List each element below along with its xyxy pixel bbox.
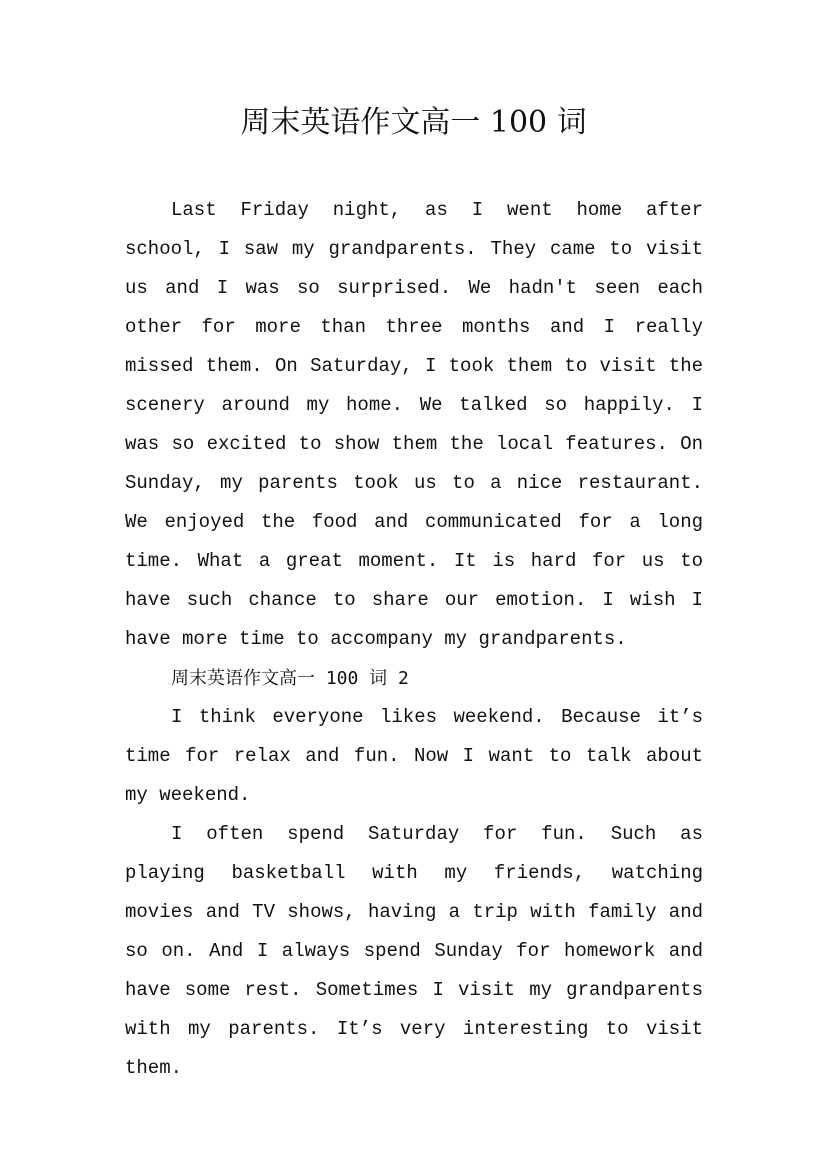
document-body	[125, 191, 703, 1088]
paragraph-2: I think everyone likes weekend. Because it’s time for relax and fun. Now I want to talk about my weekend.	[125, 706, 703, 806]
paragraph-1: Last Friday night, as I went home after school, I saw my grandparents. They came to visit us and I was so surprised. We hadn't seen each other for more than three months and I really missed them. On Saturday, I took them to visit the scenery around my home. We talked so happily. I was so excited to show them the local features. On Sunday, my parents took us to a nice restaurant. We enjoyed the food and communicated for a long time. What a great moment. It is hard for us to have such chance to share our emotion. I wish I have more time to accompany my grandparents.	[125, 199, 703, 650]
page-title: 周末英语作文高一 100 词	[240, 105, 587, 140]
paragraph-3: I often spend Saturday for fun. Such as playing basketball with my friends, watching movies and TV shows, having a trip with family and so on. And I always spend Sunday for homework and have some rest. Sometimes I visit my grandparents with my parents. It’s very interesting to visit them.	[125, 823, 703, 1079]
section-heading-2: 周末英语作文高一 100 词 2	[171, 668, 409, 689]
